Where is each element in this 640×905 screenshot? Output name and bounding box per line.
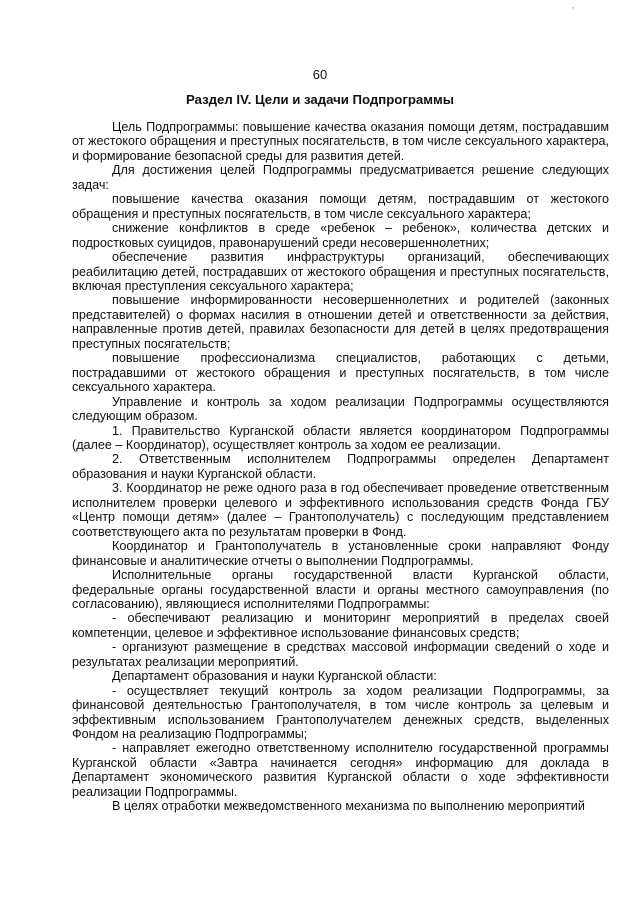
scan-corner-mark: ' xyxy=(572,6,574,17)
document-body xyxy=(72,120,609,814)
paragraph-department: Департамент образования и науки Курганской области: xyxy=(112,669,437,684)
paragraph-item-2: 2. Ответственным исполнителем Подпрограммы определен Департамент образования и науки Курганской области. xyxy=(72,452,609,481)
paragraph-executors-duty-1: - обеспечивают реализацию и мониторинг мероприятий в пределах своей компетенции, целевое и эффективное использование финансовых средств; xyxy=(72,611,609,640)
paragraph-department-duty-1: - осуществляет текущий контроль за ходом реализации Подпрограммы, за финансовой деятельностью Грантополучателя, в том числе контроль за целевым и эффективным использованием Грантополучателем денежных средств, выделенных Фондом на реализацию Подпрограммы; xyxy=(72,683,609,742)
paragraph-department-duty-2: - направляет ежегодно ответственному исполнителю государственной программы Курганской области «Завтра начинается сегодня» информацию для доклада в Департамент экономического развития Курганской области о ходе эффективности реализации Подпрограммы. xyxy=(72,741,609,799)
section-title: Раздел IV. Цели и задачи Подпрограммы xyxy=(185,92,455,107)
page-number: 60 xyxy=(312,67,328,82)
paragraph-tasks-intro: Для достижения целей Подпрограммы предусматривается решение следующих задач: xyxy=(72,163,609,192)
paragraph-executors-duty-2: - организуют размещение в средствах массовой информации сведений о ходе и результатах реализации мероприятий. xyxy=(72,640,609,669)
paragraph-item-3: 3. Координатор не реже одного раза в год обеспечивает проведение ответственным исполнителем проверки целевого и эффективного использования средств Фонда ГБУ «Центр помощи детям» (далее – Грантополучатель) с последующим представлением соответствующего акта по результатам проверки в Фонд. xyxy=(72,481,609,539)
paragraph-management: Управление и контроль за ходом реализации Подпрограммы осуществляются следующим образом. xyxy=(72,394,609,424)
paragraph-task-3: обеспечение развития инфраструктуры организаций, обеспечивающих реабилитацию детей, пострадавших от жестокого обращения и преступных посягательств, включая преступления сексуального характера; xyxy=(72,250,609,293)
paragraph-task-4: повышение информированности несовершеннолетних и родителей (законных представителей) о формах насилия в отношении детей и ответственности за действия, направленные против детей, правилах безопасности для детей в целях предотвращения преступных посягательств; xyxy=(72,293,609,351)
paragraph-executors: Исполнительные органы государственной власти Курганской области, федеральные органы государственной власти и органы местного самоуправления (по согласованию), являющиеся исполнителями Подпрограммы: xyxy=(72,568,609,611)
paragraph-item-1: 1. Правительство Курганской области является координатором Подпрограммы (далее – Координатор), осуществляет контроль за ходом ее реализации. xyxy=(72,423,609,452)
paragraph-reports: Координатор и Грантополучатель в установленные сроки направляют Фонду финансовые и аналитические отчеты о выполнении Подпрограммы. xyxy=(72,539,609,568)
paragraph-goal: Цель Подпрограммы: повышение качества оказания помощи детям, пострадавшим от жестокого обращения и преступных посягательств, в том числе сексуального характера, и формирование безопасной среды для развития детей. xyxy=(72,120,609,163)
paragraph-task-1: повышение качества оказания помощи детям, пострадавшим от жестокого обращения и преступных посягательств, в том числе сексуального характера; xyxy=(72,192,609,221)
paragraph-task-2: снижение конфликтов в среде «ребенок – ребенок», количества детских и подростковых суицидов, правонарушений среди несовершеннолетних; xyxy=(72,221,609,250)
paragraph-final: В целях отработки межведомственного механизма по выполнению мероприятий xyxy=(112,799,585,814)
paragraph-task-5: повышение профессионализма специалистов, работающих с детьми, пострадавшими от жестокого обращения и преступных посягательств, в том числе сексуального характера. xyxy=(72,351,609,395)
